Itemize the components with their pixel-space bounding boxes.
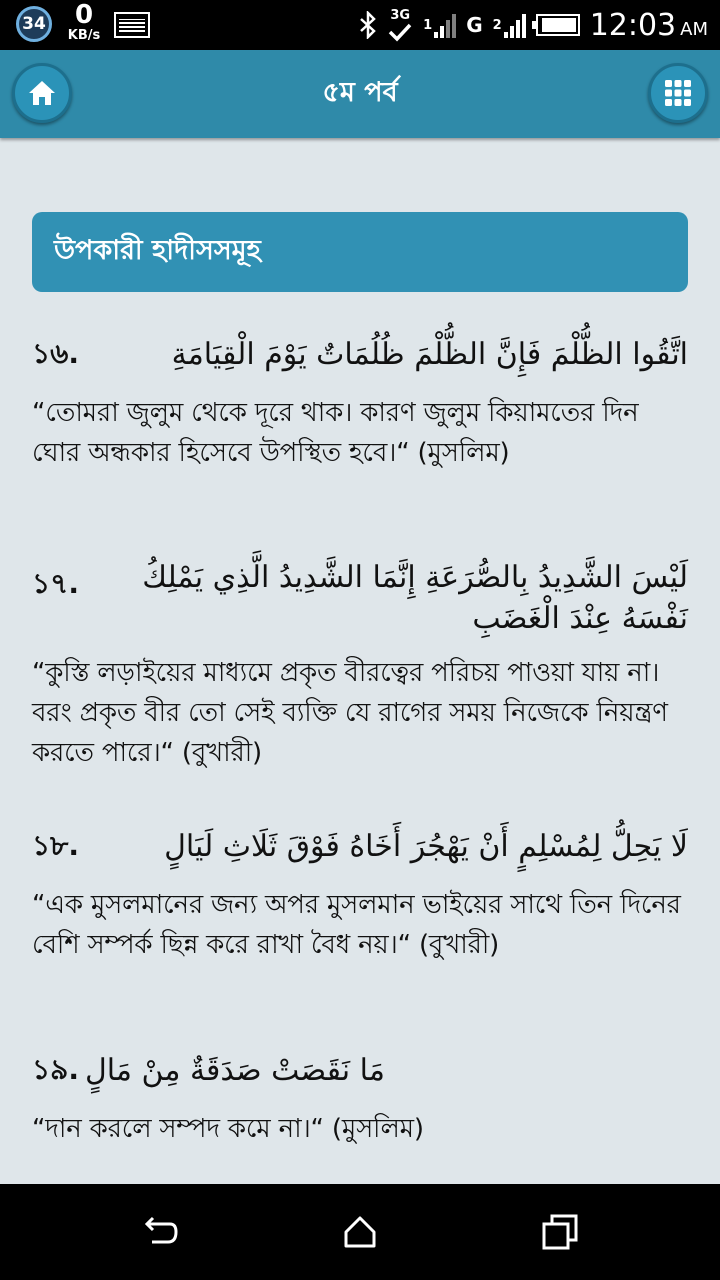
network-g-label: G bbox=[466, 13, 483, 37]
hadith-arabic-line bbox=[32, 558, 688, 639]
battery-icon bbox=[536, 14, 580, 36]
hadith-number: ১৯. bbox=[32, 1053, 79, 1086]
image-icon bbox=[114, 12, 150, 38]
home-icon bbox=[27, 79, 57, 107]
hadith-translation: “কুস্তি লড়াইয়ের মাধ্যমে প্রকৃত বীরত্বের পরিচয় পাওয়া যায় না। বরং প্রকৃত বীর তো সেই ব্যক্তি যে রাগের সময় নিজেকে নিয়ন্ত্রণ করতে পারে।“ (বুখারী) bbox=[32, 658, 668, 768]
hadith-arabic-line bbox=[32, 1048, 688, 1095]
hadith-arabic: مَا نَقَصَتْ صَدَقَةٌ مِنْ مَالٍ bbox=[84, 1053, 385, 1089]
data-check-icon bbox=[387, 9, 413, 42]
back-icon bbox=[140, 1212, 180, 1252]
recent-apps-button[interactable] bbox=[540, 1212, 580, 1252]
system-nav-bar bbox=[0, 1184, 720, 1280]
recent-apps-icon bbox=[540, 1212, 580, 1252]
hadith-translation: “এক মুসলমানের জন্য অপর মুসলমান ভাইয়ের সাথে তিন দিনের বেশি সম্পর্ক ছিন্ন করে রাখা বৈধ নয়।“ (বুখারী) bbox=[32, 890, 681, 960]
hadith-item bbox=[32, 1048, 688, 1149]
clock-ampm: AM bbox=[680, 18, 708, 40]
signal-icon-sim2 bbox=[493, 12, 526, 38]
content-area[interactable] bbox=[0, 138, 720, 1184]
signal-icon-sim1 bbox=[423, 12, 456, 38]
page-title: ৫ম পর্ব bbox=[322, 76, 398, 108]
hadith-arabic: لَا يَحِلُّ لِمُسْلِمٍ أَنْ يَهْجُرَ أَخَاهُ فَوْقَ ثَلَاثِ لَيَالٍ bbox=[164, 829, 688, 865]
home-icon bbox=[340, 1212, 380, 1252]
hadith-number: ১৭. bbox=[32, 567, 80, 600]
sim1-label: 1 bbox=[423, 17, 433, 33]
network-speed bbox=[62, 2, 106, 42]
hadith-arabic-line bbox=[32, 824, 688, 871]
sim2-label: 2 bbox=[492, 17, 502, 33]
status-icons bbox=[359, 0, 708, 50]
hadith-item bbox=[32, 824, 688, 965]
hadith-arabic-line bbox=[32, 332, 688, 379]
hadith-translation: “তোমরা জুলুম থেকে দূরে থাক। কারণ জুলুম কিয়ামতের দিন ঘোর অন্ধকার হিসেবে উপস্থিত হবে।“ (মুসলিম) bbox=[32, 398, 639, 468]
notification-count-badge: 34 bbox=[16, 6, 52, 42]
back-button[interactable] bbox=[140, 1212, 180, 1252]
home-button[interactable] bbox=[12, 63, 72, 123]
network-speed-unit: KB/s bbox=[67, 28, 101, 43]
app-bar bbox=[0, 50, 720, 138]
hadith-arabic: لَيْسَ الشَّدِيدُ بِالصُّرَعَةِ إِنَّمَا الشَّدِيدُ الَّذِي يَمْلِكُ نَفْسَهُ عِنْدَ الْغَضَبِ bbox=[142, 560, 688, 636]
clock-time: 12:03 bbox=[589, 7, 677, 43]
hadith-arabic: اتَّقُوا الظُّلْمَ فَإِنَّ الظُّلْمَ ظُلُمَاتٌ يَوْمَ الْقِيَامَةِ bbox=[171, 337, 688, 373]
network-3g-label: 3G bbox=[390, 7, 411, 23]
hadith-number: ১৬. bbox=[32, 337, 80, 370]
nav-home-button[interactable] bbox=[340, 1212, 380, 1252]
network-speed-value: 0 bbox=[74, 0, 94, 30]
hadith-item bbox=[32, 558, 688, 773]
clock bbox=[590, 8, 708, 43]
status-bar bbox=[0, 0, 720, 50]
bluetooth-icon bbox=[359, 11, 377, 39]
hadith-translation: “দান করলে সম্পদ কমে না।“ (মুসলিম) bbox=[32, 1114, 424, 1144]
hadith-item bbox=[32, 332, 688, 473]
menu-button[interactable] bbox=[648, 63, 708, 123]
grid-menu-icon bbox=[664, 79, 692, 107]
section-header: উপকারী হাদীসসমূহ bbox=[32, 212, 688, 292]
hadith-number: ১৮. bbox=[32, 829, 79, 862]
